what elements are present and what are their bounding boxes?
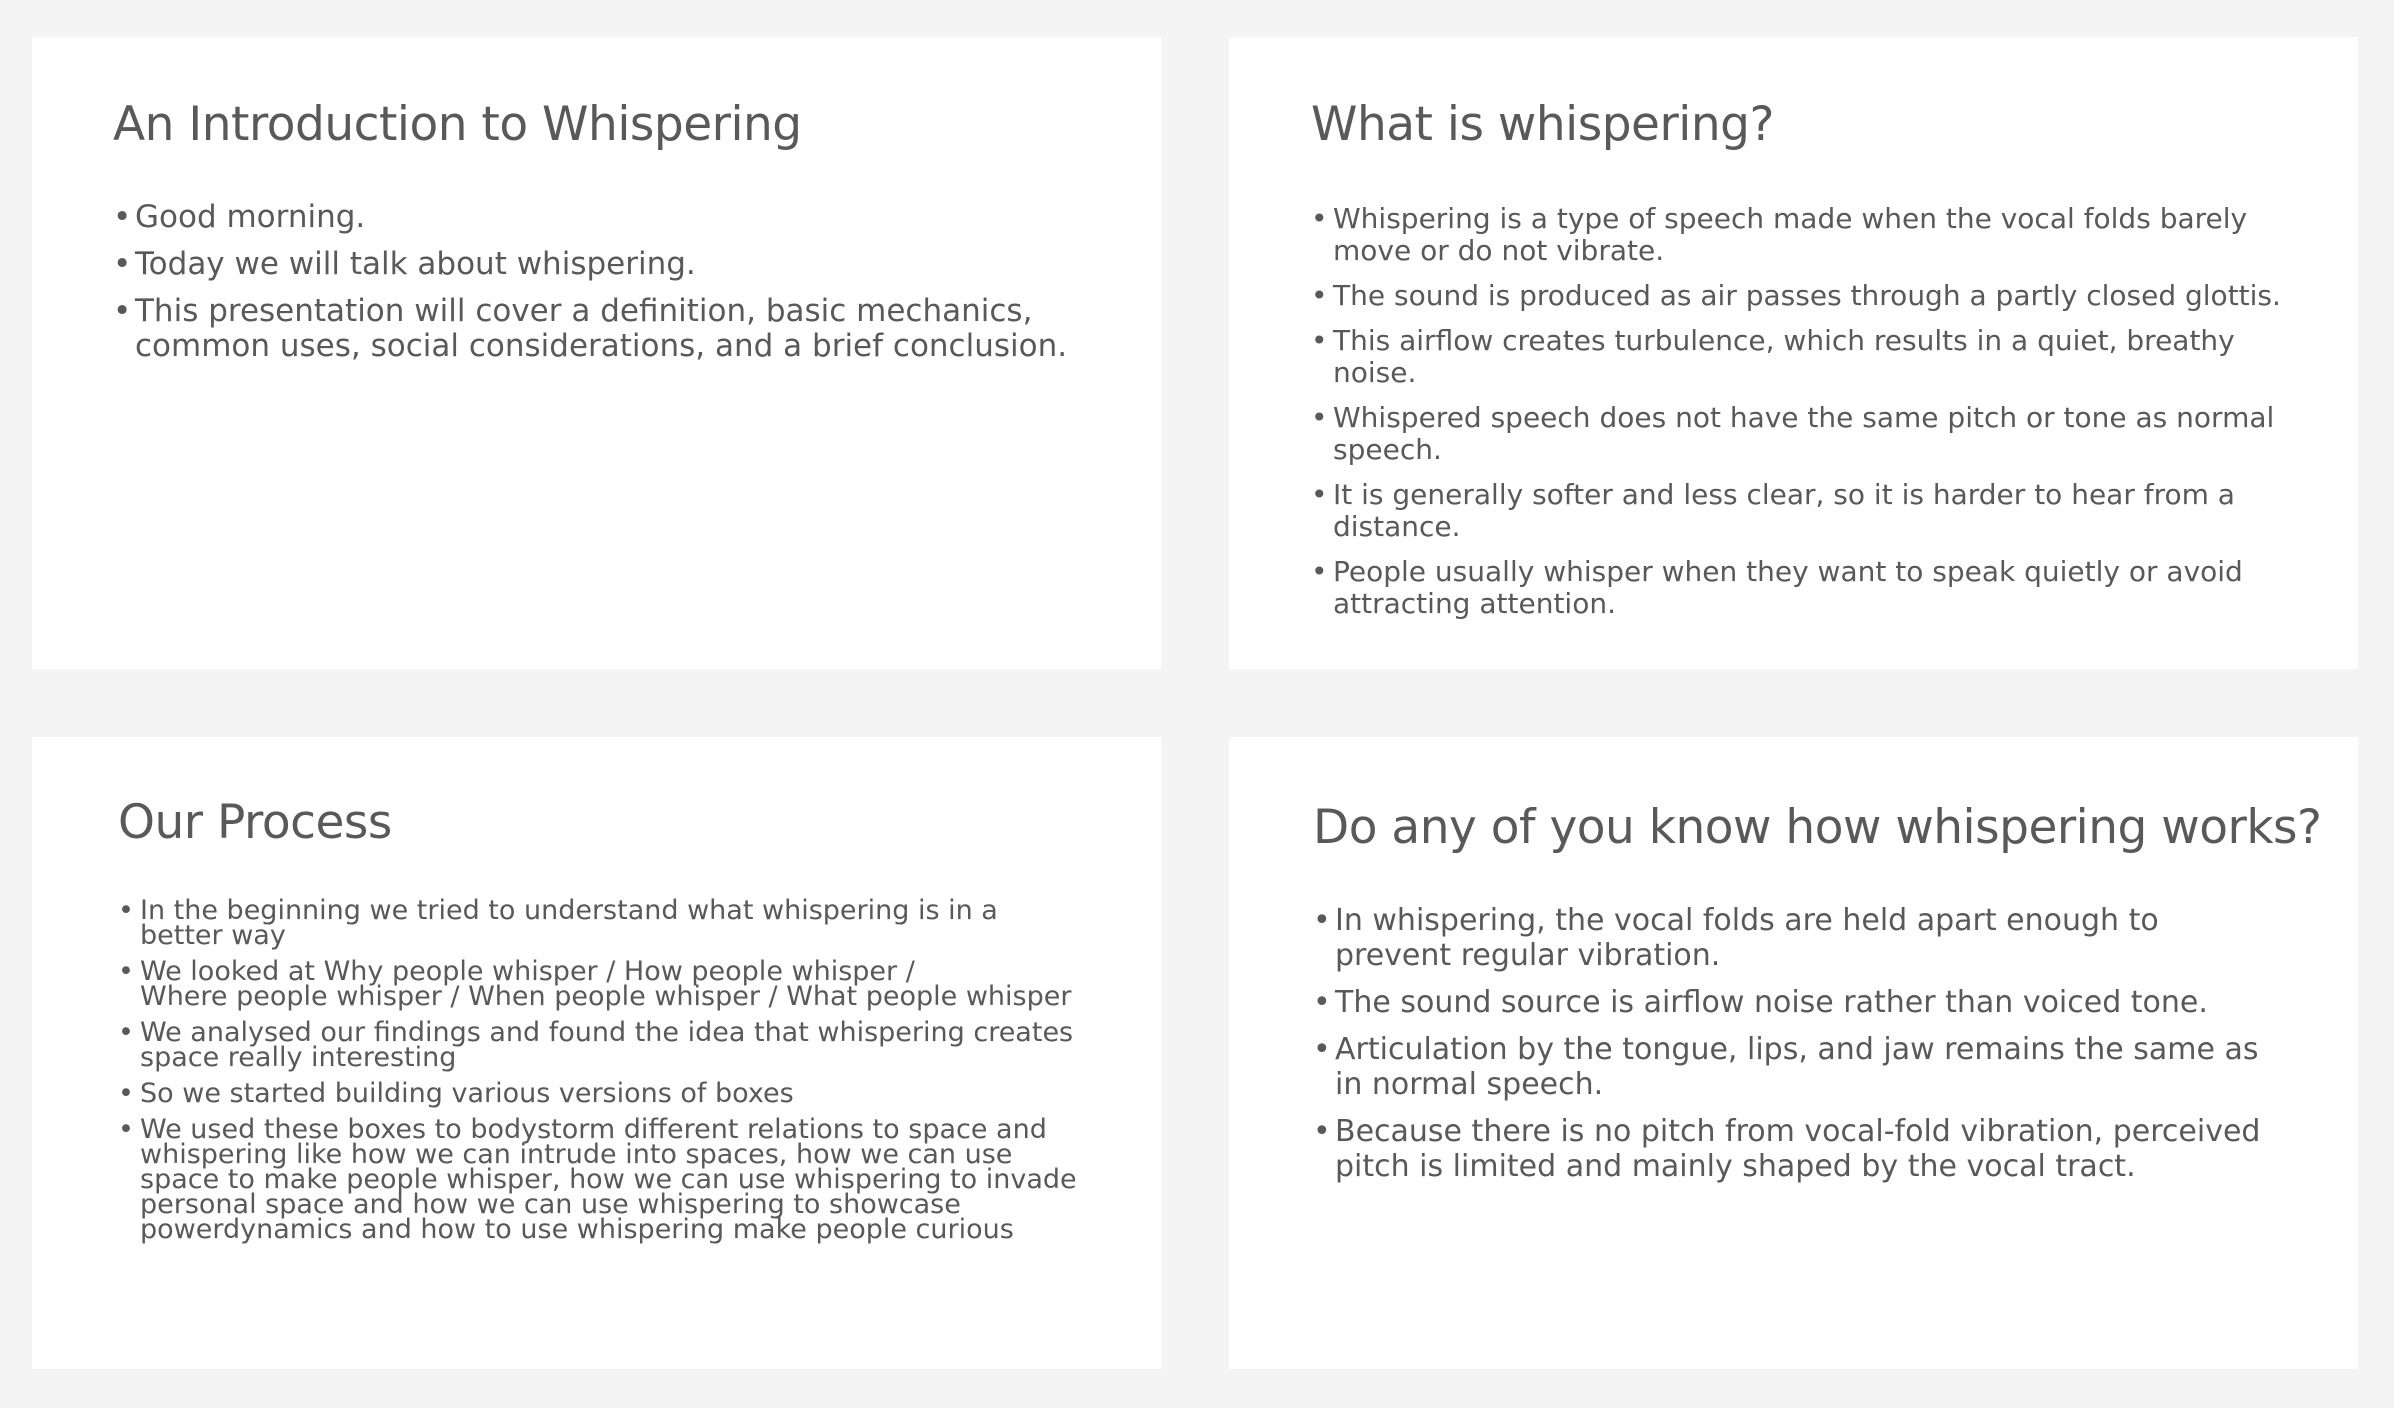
bullet-item: • Good morning.: [113, 200, 1073, 235]
bullet-list: [118, 895, 1078, 1253]
slide-thumbnail-3[interactable]: [32, 737, 1161, 1369]
bullet-item: • So we started building various versions of boxes: [118, 1081, 1078, 1106]
slide-thumbnail-2[interactable]: [1229, 37, 2358, 669]
bullet-list: [1311, 203, 2281, 633]
bullet-item: • In whispering, the vocal folds are held apart enough to prevent regular vibration.: [1313, 903, 2283, 973]
bullet-item: • Whispered speech does not have the same pitch or tone as normal speech.: [1311, 402, 2281, 466]
bullet-item: • We used these boxes to bodystorm different relations to space and whispering like how we can intrude into spaces, how we can use space to make people whisper, how we can use whispering to invade personal space and how we can use whispering to showcase powerdynamics and how to use whispering make people curious: [118, 1117, 1078, 1242]
bullet-item: • People usually whisper when they want to speak quietly or avoid attracting attention.: [1311, 556, 2281, 620]
bullet-item: • We looked at Why people whisper / How people whisper / Where people whisper / When people whisper / What people whisper: [118, 959, 1078, 1009]
bullet-item: • Today we will talk about whispering.: [113, 247, 1073, 282]
slide-title: Our Process: [118, 795, 392, 850]
bullet-item: • The sound source is airflow noise rather than voiced tone.: [1313, 985, 2283, 1020]
bullet-item: • This airflow creates turbulence, which results in a quiet, breathy noise.: [1311, 325, 2281, 389]
bullet-list: [1313, 903, 2283, 1196]
bullet-item: • In the beginning we tried to understand what whispering is in a better way: [118, 898, 1078, 948]
slide-title: An Introduction to Whispering: [113, 97, 802, 152]
slide-thumbnail-4[interactable]: [1229, 737, 2358, 1369]
bullet-item: • We analysed our findings and found the idea that whispering creates space really interesting: [118, 1020, 1078, 1070]
bullet-list: [113, 200, 1073, 376]
slide-title: What is whispering?: [1311, 97, 1774, 152]
bullet-item: • The sound is produced as air passes through a partly closed glottis.: [1311, 280, 2281, 312]
bullet-item: • Because there is no pitch from vocal-fold vibration, perceived pitch is limited and mainly shaped by the vocal tract.: [1313, 1114, 2283, 1184]
bullet-item: • Articulation by the tongue, lips, and jaw remains the same as in normal speech.: [1313, 1032, 2283, 1102]
bullet-item: • Whispering is a type of speech made when the vocal folds barely move or do not vibrate.: [1311, 203, 2281, 267]
bullet-item: • This presentation will cover a definition, basic mechanics, common uses, social considerations, and a brief conclusion.: [113, 294, 1073, 364]
slide-title: Do any of you know how whispering works?: [1313, 800, 2322, 855]
slide-thumbnail-1[interactable]: [32, 37, 1161, 669]
bullet-item: • It is generally softer and less clear, so it is harder to hear from a distance.: [1311, 479, 2281, 543]
